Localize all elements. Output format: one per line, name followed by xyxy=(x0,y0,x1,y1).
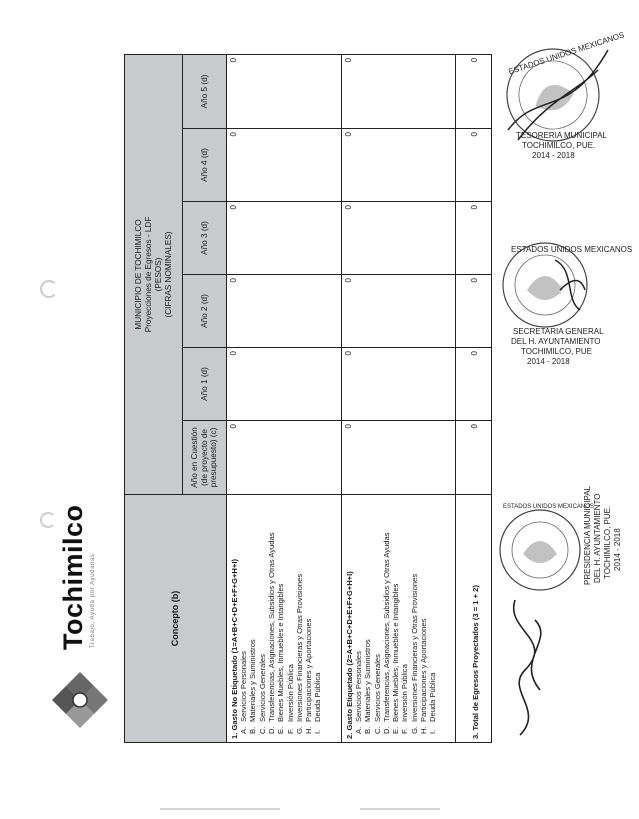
concept-item-text: Servicios Personales xyxy=(353,651,363,722)
concept-item xyxy=(239,498,248,739)
brand-tagline: Trabajo, Ayuda por Ayudanas xyxy=(90,553,96,648)
concept-item-text: Transferencias, Asignaciones, Subsidios y Otras Ayudas xyxy=(381,532,391,722)
seal-line: TOCHIMILCO, PUE. xyxy=(603,505,612,579)
group-items xyxy=(354,498,438,739)
concept-item-letter: B. xyxy=(248,726,258,734)
seal-line: PRESIDENCIA MUNICIPAL xyxy=(583,486,592,585)
concept-item-text: Servicios Generales xyxy=(372,654,382,722)
header-anio-1: Año 1 (d) xyxy=(183,348,227,421)
value-cell: 0 xyxy=(341,348,456,421)
header-anio-5: Año 5 (d) xyxy=(183,54,227,128)
concept-item xyxy=(391,498,400,739)
concept-item xyxy=(267,498,276,739)
seal-line: DEL H. AYUNTAMIENTO xyxy=(593,493,602,583)
concept-item-letter: F. xyxy=(285,728,295,734)
title-line-4: (CIFRAS NOMINALES) xyxy=(163,231,173,318)
concept-item-letter: E. xyxy=(276,726,286,734)
punch-hole-icon xyxy=(40,280,58,298)
eagle-emblem-icon xyxy=(523,541,557,563)
value-cell: 0 xyxy=(226,54,341,128)
seal-line: 2014 - 2018 xyxy=(527,357,570,366)
concept-item-letter: H. xyxy=(304,726,314,734)
brand-name: Tochimilco xyxy=(58,504,88,650)
scan-edge-mark xyxy=(360,808,440,810)
concept-item xyxy=(382,498,391,739)
seal-line: TESORERIA MUNICIPAL xyxy=(516,131,607,140)
value-cell: 0 xyxy=(456,202,492,275)
eagle-emblem-icon xyxy=(527,276,563,300)
concept-item-text: Bienes Muebles, Inmuebles e Intangibles xyxy=(391,583,401,722)
value-cell: 0 xyxy=(226,202,341,275)
value-cell: 0 xyxy=(456,129,492,202)
concept-item-letter: B. xyxy=(363,726,373,734)
concept-item-letter: D. xyxy=(381,726,391,734)
punch-hole-icon xyxy=(40,512,56,528)
concept-item xyxy=(276,498,285,739)
seal-tesoreria xyxy=(488,30,626,160)
group-title: 2. Gasto Etiquetado (2=A+B+C+D+E+F+G+H+I) xyxy=(344,571,354,739)
concept-item-letter: A. xyxy=(353,726,363,734)
concept-item-letter: G. xyxy=(409,725,419,734)
concept-item xyxy=(286,498,295,739)
header-anio-4: Año 4 (d) xyxy=(183,129,227,202)
concept-item xyxy=(354,498,363,739)
concept-item-letter: C. xyxy=(257,726,267,734)
concept-item-letter: A. xyxy=(239,726,249,734)
group-items xyxy=(239,498,323,739)
concept-item-letter: G. xyxy=(294,725,304,734)
value-cell: 0 xyxy=(456,54,492,128)
group-title: 1. Gasto No Etiquetado (1=A+B+C+D+E+F+G+H+I) xyxy=(229,559,239,739)
table-title xyxy=(125,54,183,494)
concept-item-text: Transferencias, Asignaciones, Subsidios y Otras Ayudas xyxy=(267,532,276,722)
egresos-projection-table xyxy=(124,54,492,743)
value-cell: 0 xyxy=(226,348,341,421)
header-concepto: Concepto (b) xyxy=(125,495,227,743)
concept-item-text: Inversión Pública xyxy=(285,664,295,722)
value-cell: 0 xyxy=(341,275,456,348)
value-cell: 0 xyxy=(341,202,456,275)
concept-item-text: Participaciones y Aportaciones xyxy=(304,618,314,722)
table-row-gasto-no-etiquetado xyxy=(226,54,341,742)
signature-icon xyxy=(514,600,541,735)
seal-line: DEL H. AYUNTAMIENTO xyxy=(511,337,601,346)
value-cell: 0 xyxy=(226,421,341,495)
concept-item-letter: I. xyxy=(313,729,323,734)
seal-arc-text: ESTADOS UNIDOS MEXICANOS xyxy=(511,245,633,254)
value-cell: 0 xyxy=(341,54,456,128)
header-anio-3: Año 3 (d) xyxy=(183,202,227,275)
concept-item xyxy=(410,498,419,739)
seal-secretaria-general xyxy=(485,230,633,370)
title-line-2: Proyecciones de Egresos - LDF xyxy=(143,216,153,333)
scan-edge-mark xyxy=(160,808,280,810)
concept-item-text: Inversión Pública xyxy=(400,664,410,722)
concept-item-text: Servicios Personales xyxy=(239,651,249,722)
concept-item xyxy=(373,498,382,739)
value-cell: 0 xyxy=(226,129,341,202)
concept-item-text: Materiales y Suministros xyxy=(363,639,373,722)
concept-item-text: Deuda Pública xyxy=(313,672,323,722)
concept-item xyxy=(258,498,267,739)
concept-item-letter: C. xyxy=(372,726,382,734)
concept-item-text: Deuda Pública xyxy=(428,672,438,722)
value-cell: 0 xyxy=(341,129,456,202)
title-line-1: MUNICIPIO DE TOCHIMILCO xyxy=(133,219,143,330)
seal-presidencia-municipal xyxy=(495,486,622,750)
value-cell: 0 xyxy=(456,421,492,495)
concept-item xyxy=(428,498,437,739)
brand-header xyxy=(50,470,110,740)
seal-arc-text: ESTADOS UNIDOS MEXICANOS xyxy=(503,504,594,510)
concept-item-letter: H. xyxy=(419,726,428,734)
value-cell: 0 xyxy=(456,275,492,348)
value-cell: 0 xyxy=(341,421,456,495)
concept-item xyxy=(363,498,372,739)
concept-item-text: Bienes Muebles, Inmuebles e Intangibles xyxy=(276,583,286,722)
concept-item xyxy=(304,498,313,739)
seal-line: TOCHIMILCO, PUE xyxy=(521,347,592,356)
seal-line: 2014 - 2018 xyxy=(613,528,622,571)
concept-item-letter: E. xyxy=(391,726,401,734)
concept-item xyxy=(248,498,257,739)
title-line-3: (PESOS) xyxy=(153,257,163,292)
concept-item-text: Servicios Generales xyxy=(257,654,267,722)
eagle-emblem-icon xyxy=(531,79,577,115)
concept-item xyxy=(313,498,322,739)
table-row-gasto-etiquetado xyxy=(341,54,456,742)
concept-item xyxy=(419,498,428,739)
concept-item-letter: F. xyxy=(400,728,410,734)
value-cell: 0 xyxy=(456,348,492,421)
seal-line: 2014 - 2018 xyxy=(532,151,575,160)
header-anio-2: Año 2 (d) xyxy=(183,275,227,348)
concept-item-text: Materiales y Suministros xyxy=(248,639,258,722)
concept-gasto-no-etiquetado xyxy=(226,495,341,743)
concept-item-letter: I. xyxy=(428,729,438,734)
concept-item xyxy=(400,498,409,739)
concept-item-text: Inversiones Financieras y Otras Provisiones xyxy=(409,573,419,722)
concept-item-letter: D. xyxy=(267,726,276,734)
seal-arc-text: ESTADOS UNIDOS MEXICANOS xyxy=(507,30,626,77)
table-row-total xyxy=(456,54,492,742)
seal-line: SECRETARIA GENERAL xyxy=(513,327,604,336)
tochimilco-logo-icon xyxy=(50,670,110,730)
concept-total: 3. Total de Egresos Proyectados (3 = 1 + 2) xyxy=(456,495,492,743)
value-cell: 0 xyxy=(226,275,341,348)
concept-item-text: Inversiones Financieras y Otras Provisiones xyxy=(294,573,304,722)
seal-line: TOCHIMILCO, PUE. xyxy=(522,141,596,150)
concept-gasto-etiquetado xyxy=(341,495,456,743)
concept-item xyxy=(295,498,304,739)
concept-item-text: Participaciones y Aportaciones xyxy=(419,618,428,722)
header-anio-cuestion: Año en Cuestión (de proyecto de presupuesto) (c) xyxy=(183,421,227,495)
egresos-table-container xyxy=(124,55,492,743)
signature-icon xyxy=(555,260,585,310)
